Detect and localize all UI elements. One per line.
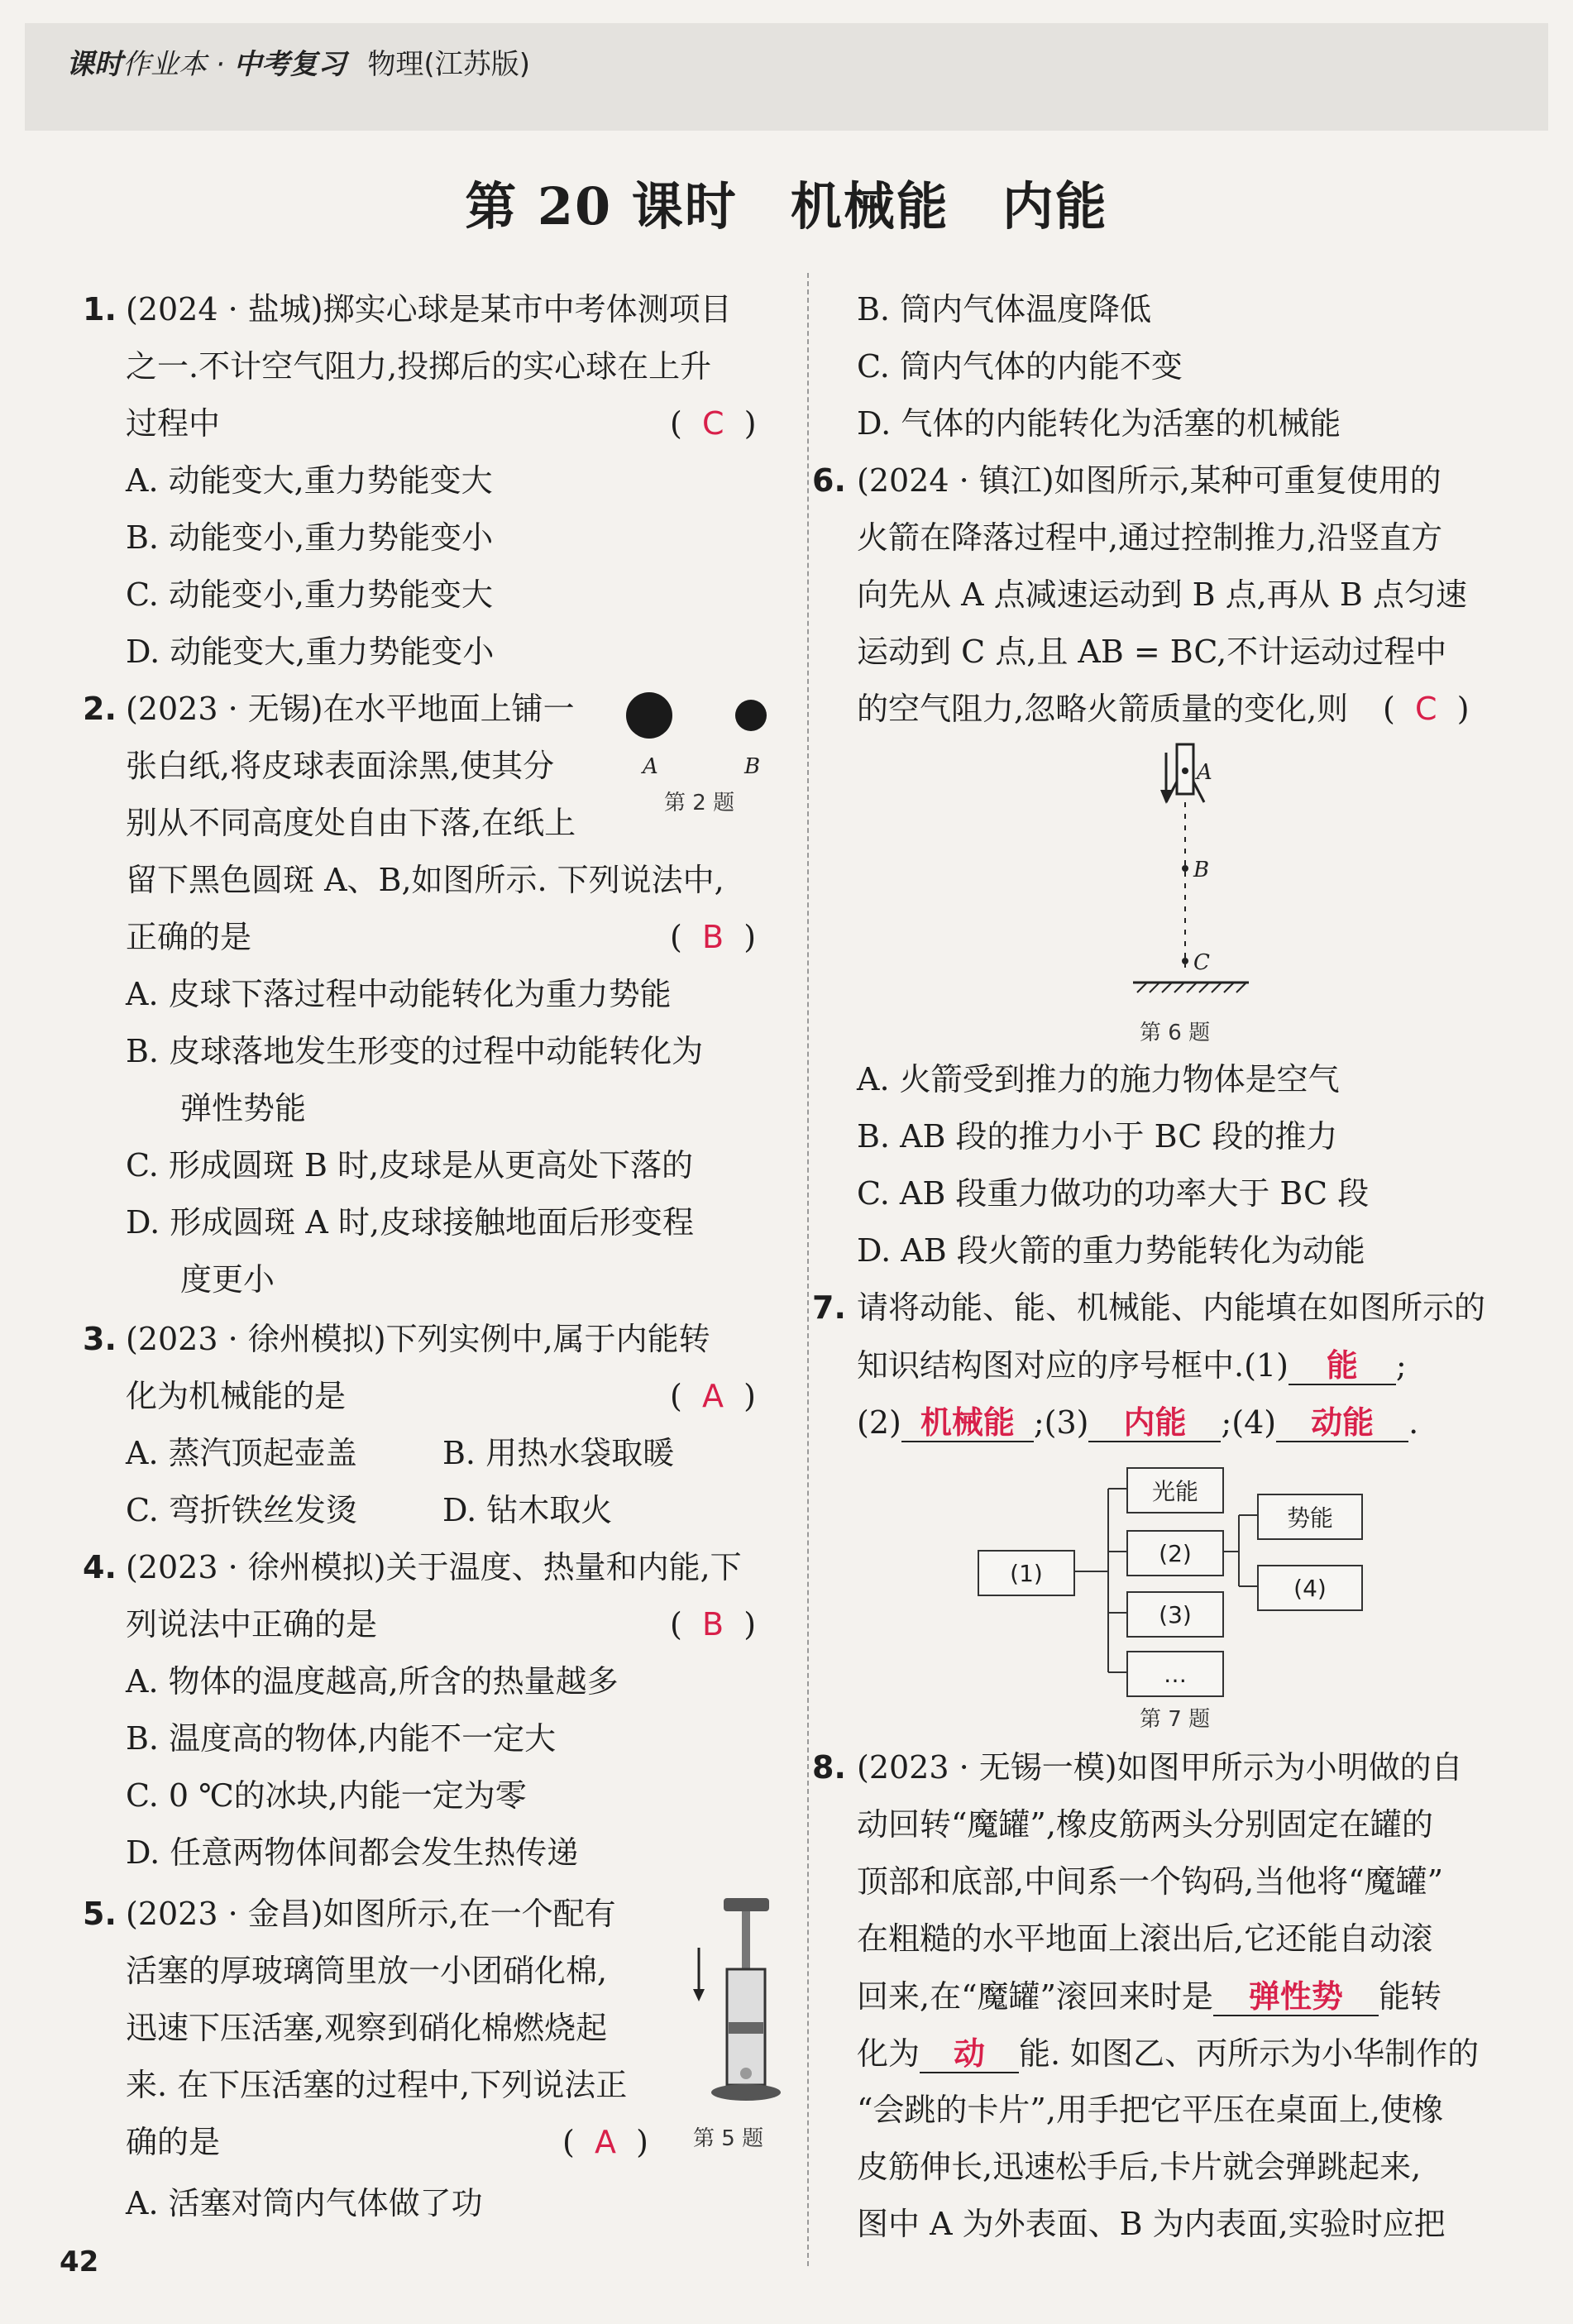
- q4-line: (2023 · 徐州模拟)关于温度、热量和内能,下: [126, 1549, 742, 1585]
- q8-line5-a: 回来,在“魔罐”滚回来时是: [857, 1978, 1213, 2015]
- q5-number: 5.: [83, 1896, 117, 1932]
- header-text: [66, 41, 530, 82]
- diagram-box-3: (3): [1126, 1591, 1224, 1638]
- q2-option: B. 皮球落地发生形变的过程中动能转化为: [126, 1033, 704, 1069]
- cotton-ball: [740, 2068, 752, 2079]
- diagram-box-1: (1): [978, 1550, 1075, 1596]
- q7-number: 7.: [812, 1289, 846, 1326]
- label-a: A: [1197, 760, 1212, 785]
- q6-line: 向先从 A 点减速运动到 B 点,再从 B 点匀速: [857, 576, 1467, 613]
- q5-option: B. 筒内气体温度降低: [857, 291, 1152, 328]
- q6-answer-letter: C: [1414, 691, 1437, 727]
- q7-line: (2) 机械能 ;(3) 内能 ;(4) 动能 .: [857, 1404, 1419, 1441]
- q1-answer: ( C ): [670, 405, 757, 442]
- q1-line: 过程中: [126, 405, 221, 442]
- q5-option: A. 活塞对筒内气体做了功: [126, 2185, 483, 2221]
- q3-option: A. 蒸汽顶起壶盖: [126, 1435, 357, 1471]
- piston-handle: [724, 1898, 769, 1911]
- q4-answer-letter: B: [701, 1606, 724, 1643]
- diagram-box-light: 光能: [1126, 1467, 1224, 1513]
- q3-answer: ( A ): [670, 1378, 756, 1414]
- q8-line6-b: 能. 如图乙、丙所示为小华制作的: [1019, 2035, 1480, 2072]
- q7-line: 知识结构图对应的序号框中.(1) 能 ;: [857, 1347, 1407, 1384]
- q7-line2-text: 知识结构图对应的序号框中.: [857, 1347, 1245, 1384]
- q3-answer-letter: A: [701, 1378, 724, 1414]
- q5-line: 活塞的厚玻璃筒里放一小团硝化棉,: [126, 1953, 608, 1989]
- q6-line: 的空气阻力,忽略火箭质量的变化,则: [857, 691, 1349, 727]
- q2-answer: ( B ): [670, 919, 757, 955]
- q7-label-2: (2): [857, 1404, 901, 1441]
- q8-blank-2: 动: [920, 2037, 1019, 2073]
- q7-blank-1: 能: [1289, 1349, 1396, 1385]
- q2-line: (2023 · 无锡)在水平地面上铺一: [126, 691, 575, 727]
- header-brand-bold: 课时: [66, 48, 122, 81]
- q6-option: C. AB 段重力做功的功率大于 BC 段: [857, 1175, 1370, 1212]
- q4-option: B. 温度高的物体,内能不一定大: [126, 1720, 557, 1757]
- header-brand-bold2: 中考复习: [233, 48, 347, 81]
- q3-option: D. 钻木取火: [442, 1492, 613, 1528]
- label-b: B: [1193, 858, 1210, 882]
- q3-option: C. 弯折铁丝发烫: [126, 1492, 357, 1528]
- q7-line: 请将动能、能、机械能、内能填在如图所示的: [857, 1289, 1486, 1326]
- piston-head: [729, 2022, 763, 2034]
- q5-line: 确的是: [126, 2124, 221, 2160]
- q2-option: A. 皮球下落过程中动能转化为重力势能: [126, 976, 672, 1012]
- q2-option: D. 形成圆斑 A 时,皮球接触地面后形变程: [126, 1204, 694, 1241]
- diagram-box-4: (4): [1257, 1565, 1363, 1611]
- spot-a: [626, 692, 672, 739]
- header-subject: 物理(江苏版): [367, 48, 530, 81]
- q4-line: 列说法中正确的是: [126, 1606, 378, 1643]
- q8-number: 8.: [812, 1749, 846, 1786]
- q5-caption: 第 5 题: [693, 2126, 764, 2151]
- q5-option: C. 筒内气体的内能不变: [857, 348, 1183, 385]
- q2-line: 正确的是: [126, 919, 252, 955]
- q8-line6-a: 化为: [857, 2035, 920, 2072]
- ground-hatch: [1137, 983, 1246, 992]
- point-b: [1182, 865, 1188, 872]
- spot-b: [735, 700, 767, 731]
- q1-option: C. 动能变小,重力势能变大: [126, 576, 493, 613]
- q8-line: [857, 1980, 1442, 2016]
- push-arrow-head: [693, 1989, 705, 2001]
- q7-caption: 第 7 题: [1140, 1707, 1211, 1732]
- column-divider: [807, 273, 809, 2266]
- q2-caption: 第 2 题: [664, 791, 735, 815]
- q6-option: D. AB 段火箭的重力势能转化为动能: [857, 1232, 1365, 1269]
- q6-option: B. AB 段的推力小于 BC 段的推力: [857, 1118, 1338, 1155]
- q3-line: (2023 · 徐州模拟)下列实例中,属于内能转: [126, 1321, 710, 1357]
- q7-label-1: (1): [1244, 1347, 1289, 1384]
- q8-blank-1: 弹性势: [1213, 1980, 1379, 2016]
- page-title: 第 20 课时 机械能 内能: [465, 176, 1108, 237]
- q8-line5-b: 能转: [1378, 1978, 1442, 2015]
- diagram-box-2: (2): [1126, 1530, 1224, 1576]
- q2-option: C. 形成圆斑 B 时,皮球是从更高处下落的: [126, 1147, 694, 1184]
- q2-option: 弹性势能: [180, 1090, 307, 1126]
- q8-line: 皮筋伸长,迅速松手后,卡片就会弹跳起来,: [857, 2149, 1422, 2185]
- q1-number: 1.: [83, 291, 117, 328]
- q6-figure-rocket: [1100, 736, 1315, 1009]
- q8-line: 在粗糙的水平地面上滚出后,它还能自动滚: [857, 1920, 1433, 1957]
- q2-number: 2.: [83, 691, 117, 727]
- q6-option: A. 火箭受到推力的施力物体是空气: [857, 1061, 1340, 1097]
- q5-answer: ( A ): [562, 2124, 648, 2160]
- q4-number: 4.: [83, 1549, 117, 1585]
- diagram-box-etc: …: [1126, 1651, 1224, 1697]
- q8-line: 图中 A 为外表面、B 为内表面,实验时应把: [857, 2206, 1446, 2242]
- q6-number: 6.: [812, 462, 846, 499]
- q1-line: 之一.不计空气阻力,投掷后的实心球在上升: [126, 348, 712, 385]
- q4-answer: ( B ): [670, 1606, 757, 1643]
- q7-label-3: (3): [1044, 1404, 1089, 1441]
- q6-answer: ( C ): [1383, 691, 1470, 727]
- q3-number: 3.: [83, 1321, 117, 1357]
- q5-line: 迅速下压活塞,观察到硝化棉燃烧起: [126, 2010, 608, 2046]
- q8-line: 顶部和底部,中间系一个钩码,当他将“魔罐”: [857, 1863, 1444, 1900]
- page-number: 42: [60, 2245, 99, 2279]
- q1-line: (2024 · 盐城)掷实心球是某市中考体测项目: [126, 291, 732, 328]
- q6-caption: 第 6 题: [1140, 1021, 1211, 1045]
- q7-label-4: (4): [1231, 1404, 1277, 1441]
- q5-figure-cylinder: [691, 1898, 790, 2113]
- header-brand-mid: 作业本 ·: [122, 48, 234, 81]
- q8-line: (2023 · 无锡一模)如图甲所示为小明做的自: [857, 1749, 1463, 1786]
- q4-option: C. 0 ℃的冰块,内能一定为零: [126, 1777, 527, 1814]
- q1-option: A. 动能变大,重力势能变大: [126, 462, 493, 499]
- q7-blank-3: 内能: [1088, 1406, 1221, 1442]
- q4-option: A. 物体的温度越高,所含的热量越多: [126, 1663, 619, 1700]
- q8-line: 动回转“魔罐”,橡皮筋两头分别固定在罐的: [857, 1806, 1433, 1843]
- q1-option: D. 动能变大,重力势能变小: [126, 634, 495, 670]
- q2-answer-letter: B: [701, 919, 724, 955]
- q2-line: 留下黑色圆斑 A、B,如图所示. 下列说法中,: [126, 862, 724, 898]
- q2-line: 别从不同高度处自由下落,在纸上: [126, 805, 576, 841]
- q6-line: 火箭在降落过程中,通过控制推力,沿竖直方: [857, 519, 1443, 556]
- label-c: C: [1193, 950, 1210, 975]
- piston-rod: [742, 1911, 750, 1969]
- point-c: [1182, 958, 1188, 964]
- q8-line: [857, 2037, 1479, 2073]
- q6-line: (2024 · 镇江)如图所示,某种可重复使用的: [857, 462, 1442, 499]
- q2-figure-spots: [620, 686, 777, 786]
- q2-option: 度更小: [180, 1261, 275, 1298]
- q3-option: B. 用热水袋取暖: [442, 1435, 675, 1471]
- q1-answer-letter: C: [701, 405, 724, 442]
- spot-b-label: B: [744, 754, 761, 779]
- base: [711, 2084, 781, 2101]
- q3-line: 化为机械能的是: [126, 1378, 347, 1414]
- q7-blank-4: 动能: [1276, 1406, 1408, 1442]
- q1-option: B. 动能变小,重力势能变小: [126, 519, 494, 556]
- q5-line: (2023 · 金昌)如图所示,在一个配有: [126, 1896, 616, 1932]
- q7-blank-2: 机械能: [901, 1406, 1034, 1442]
- q4-option: D. 任意两物体间都会发生热传递: [126, 1834, 579, 1871]
- q8-line: “会跳的卡片”,用手把它平压在桌面上,使橡: [857, 2092, 1444, 2128]
- q6-line: 运动到 C 点,且 AB = BC,不计运动过程中: [857, 634, 1447, 670]
- diagram-box-potential: 势能: [1257, 1494, 1363, 1540]
- q5-answer-letter: A: [594, 2124, 616, 2160]
- q5-option: D. 气体的内能转化为活塞的机械能: [857, 405, 1341, 442]
- q5-line: 来. 在下压活塞的过程中,下列说法正: [126, 2067, 628, 2103]
- q2-line: 张白纸,将皮球表面涂黑,使其分: [126, 748, 555, 784]
- point-a: [1182, 767, 1188, 774]
- spot-a-label: A: [643, 754, 658, 779]
